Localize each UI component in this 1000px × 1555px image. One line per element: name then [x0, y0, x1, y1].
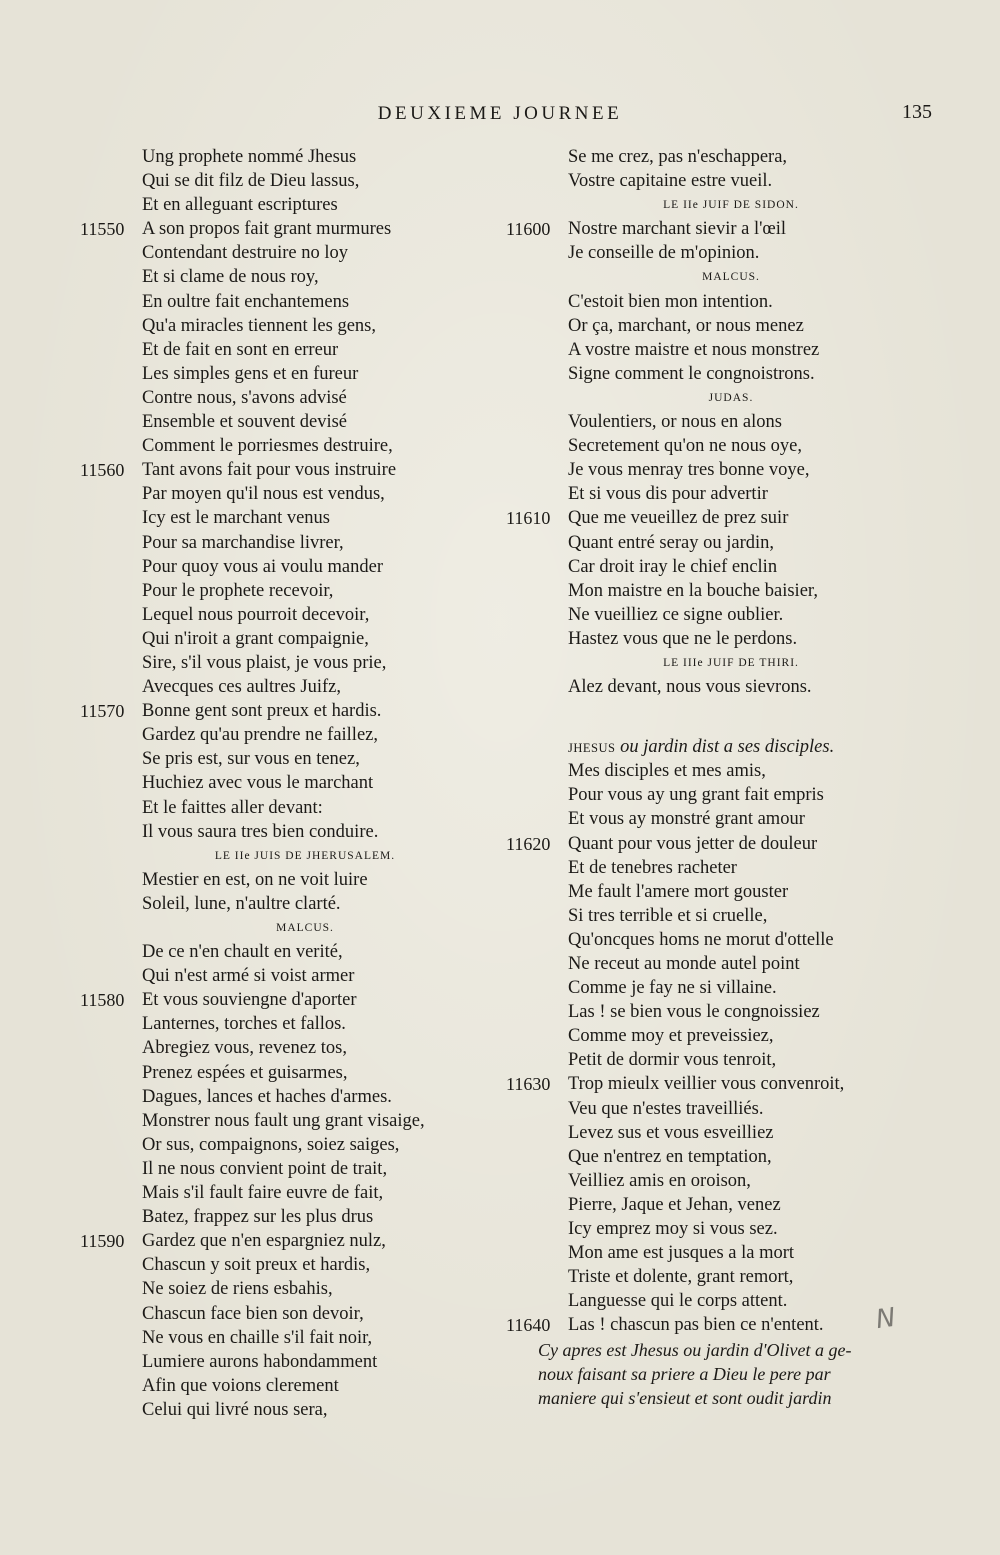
verse-text: Pour le prophete recevoir, — [142, 580, 334, 601]
verse-line — [506, 338, 916, 362]
speaker-heading: JUDAS. — [708, 391, 754, 404]
speaker-heading: LE IIe JUIF DE SIDON. — [663, 199, 799, 212]
verse-text: Qu'a miracles tiennent les gens, — [142, 315, 376, 336]
verse-line — [80, 675, 490, 699]
verse-line — [80, 531, 490, 555]
verse-text: Pour vous ay ung grant fait empris — [568, 785, 824, 806]
verse-line — [506, 1241, 916, 1265]
verse-text: Quant pour vous jetter de douleur — [568, 833, 818, 854]
stage-direction-italic: ou jardin dist a ses disciples. — [615, 737, 835, 758]
verse-line — [80, 1205, 490, 1229]
verse-text: Qui n'est armé si voist armer — [142, 966, 355, 987]
stage-direction — [506, 735, 916, 759]
verse-line — [506, 904, 916, 928]
verse-line — [506, 675, 916, 699]
verse-line — [506, 169, 916, 193]
verse-line — [80, 1398, 490, 1422]
verse-line — [506, 1072, 916, 1096]
verse-line — [506, 410, 916, 434]
verse-line — [506, 952, 916, 976]
verse-line — [506, 1048, 916, 1072]
verse-line — [506, 1097, 916, 1121]
verse-text: Qui se dit filz de Dieu lassus, — [142, 171, 360, 192]
verse-text: Mon maistre en la bouche baisier, — [568, 580, 818, 601]
verse-line — [506, 145, 916, 169]
verse-text: Avecques ces aultres Juifz, — [142, 677, 341, 698]
right-verse-column — [506, 145, 916, 1410]
verse-text: Nostre marchant sievir a l'œil — [568, 219, 787, 240]
verse-text: Il vous saura tres bien conduire. — [142, 821, 379, 842]
line-number: 11550 — [80, 219, 125, 240]
verse-line — [80, 362, 490, 386]
verse-text: Contre nous, s'avons advisé — [142, 387, 347, 408]
verse-text: Les simples gens et en fureur — [142, 363, 359, 384]
line-number: 11610 — [506, 508, 551, 529]
verse-text: Comme je fay ne si villaine. — [568, 978, 777, 999]
verse-line — [80, 1229, 490, 1253]
verse-text: Pierre, Jaque et Jehan, venez — [568, 1194, 781, 1215]
verse-line — [80, 627, 490, 651]
line-number: 11600 — [506, 219, 551, 240]
verse-line — [80, 458, 490, 482]
verse-line — [80, 1157, 490, 1181]
verse-line — [80, 1109, 490, 1133]
verse-text: Il ne nous convient point de trait, — [142, 1158, 388, 1179]
verse-line — [506, 579, 916, 603]
stage-direction-line — [506, 1362, 916, 1386]
verse-line — [506, 627, 916, 651]
verse-text: Chascun y soit preux et hardis, — [142, 1255, 371, 1276]
verse-text: Lequel nous pourroit decevoir, — [142, 604, 370, 625]
verse-text: Hastez vous que ne le perdons. — [568, 628, 798, 649]
verse-line — [506, 555, 916, 579]
verse-line — [506, 1121, 916, 1145]
verse-line — [80, 964, 490, 988]
verse-text: Petit de dormir vous tenroit, — [568, 1050, 777, 1071]
verse-line — [80, 193, 490, 217]
verse-text: Soleil, lune, n'aultre clarté. — [142, 893, 341, 914]
verse-text: En oultre fait enchantemens — [142, 291, 350, 312]
verse-line — [80, 1061, 490, 1085]
verse-text: Icy emprez moy si vous sez. — [568, 1219, 778, 1240]
verse-text: A son propos fait grant murmures — [142, 219, 392, 240]
verse-line — [506, 807, 916, 831]
verse-text: Quant entré seray ou jardin, — [568, 532, 774, 553]
verse-line — [506, 241, 916, 265]
verse-line — [80, 555, 490, 579]
verse-text: Mon ame est jusques a la mort — [568, 1243, 795, 1264]
verse-line — [80, 241, 490, 265]
section-gap — [506, 699, 916, 735]
verse-line — [80, 771, 490, 795]
stage-speaker: JHESUS — [568, 741, 616, 756]
verse-line — [506, 1313, 916, 1337]
verse-text: Et de tenebres racheter — [568, 857, 737, 878]
verse-line — [506, 1265, 916, 1289]
verse-text: Secretement qu'on ne nous oye, — [568, 436, 803, 457]
verse-text: Triste et dolente, grant remort, — [568, 1267, 794, 1288]
line-number: 11630 — [506, 1074, 551, 1095]
verse-line — [506, 1145, 916, 1169]
verse-line — [80, 699, 490, 723]
verse-line — [506, 531, 916, 555]
verse-text: Ung prophete nommé Jhesus — [142, 147, 357, 167]
verse-line — [506, 362, 916, 386]
verse-line — [506, 856, 916, 880]
verse-text: Gardez que n'en espargniez nulz, — [142, 1231, 386, 1252]
verse-line — [80, 1181, 490, 1205]
verse-text: Trop mieulx veillier vous convenroit, — [568, 1074, 845, 1095]
verse-text: Voulentiers, or nous en alons — [568, 412, 782, 433]
verse-line — [80, 314, 490, 338]
verse-line — [80, 506, 490, 530]
line-number: 11590 — [80, 1231, 125, 1252]
verse-line — [506, 290, 916, 314]
verse-text: Huchiez avec vous le marchant — [142, 773, 374, 794]
verse-text: Pour quoy vous ai voulu mander — [142, 556, 383, 577]
line-number: 11580 — [80, 990, 125, 1011]
verse-text: Icy est le marchant venus — [142, 508, 331, 529]
verse-text: Signe comment le congnoistrons. — [568, 363, 815, 384]
verse-text: Or sus, compaignons, soiez saiges, — [142, 1134, 400, 1155]
verse-line — [80, 1036, 490, 1060]
verse-text: Et vous ay monstré grant amour — [568, 809, 805, 830]
verse-text: Et le faittes aller devant: — [142, 797, 323, 818]
line-number: 11570 — [80, 701, 125, 722]
verse-line — [506, 217, 916, 241]
verse-text: Mais s'il fault faire euvre de fait, — [142, 1183, 384, 1204]
verse-line — [80, 482, 490, 506]
speaker-heading: MALCUS. — [702, 271, 760, 284]
verse-text: Si tres terrible et si cruelle, — [568, 905, 768, 926]
verse-line — [80, 723, 490, 747]
verse-line — [80, 1374, 490, 1398]
verse-text: Afin que voions clerement — [142, 1375, 339, 1396]
verse-text: Abregiez vous, revenez tos, — [142, 1038, 347, 1059]
verse-line — [506, 928, 916, 952]
verse-line — [80, 820, 490, 844]
verse-text: De ce n'en chault en verité, — [142, 942, 343, 963]
verse-line — [80, 747, 490, 771]
verse-line — [506, 434, 916, 458]
verse-text: Tant avons fait pour vous instruire — [142, 460, 397, 481]
verse-line — [506, 880, 916, 904]
verse-text: Je conseille de m'opinion. — [568, 243, 760, 264]
running-title: DEUXIEME JOURNEE — [377, 103, 623, 124]
verse-text: Las ! chascun pas bien ce n'entent. — [568, 1315, 824, 1336]
verse-line — [506, 482, 916, 506]
verse-text: A vostre maistre et nous monstrez — [568, 339, 820, 360]
line-number: 11640 — [506, 1315, 551, 1336]
verse-text: Las ! se bien vous le congnoissiez — [568, 1002, 820, 1023]
left-verse-column — [80, 145, 490, 1422]
verse-line — [506, 603, 916, 627]
verse-text: Levez sus et vous esveilliez — [568, 1122, 774, 1143]
line-number: 11620 — [506, 833, 551, 854]
stage-direction-text: noux faisant sa priere a Dieu le pere par — [538, 1363, 831, 1384]
verse-text: Ne receut au monde autel point — [568, 954, 800, 974]
stage-direction-line — [506, 1338, 916, 1362]
verse-text: Qui n'iroit a grant compaignie, — [142, 628, 369, 649]
verse-text: Ne vueilliez ce signe oublier. — [568, 604, 784, 625]
verse-line — [80, 265, 490, 289]
verse-text: Qu'oncques homs ne morut d'ottelle — [568, 929, 834, 950]
verse-line — [506, 1000, 916, 1024]
verse-line — [80, 1133, 490, 1157]
verse-text: Sire, s'il vous plaist, je vous prie, — [142, 652, 387, 673]
verse-text: Contendant destruire no loy — [142, 243, 349, 264]
verse-text: Prenez espées et guisarmes, — [142, 1062, 348, 1083]
verse-line — [80, 290, 490, 314]
verse-text: Comment le porriesmes destruire, — [142, 436, 393, 457]
verse-text: Et si vous dis pour advertir — [568, 484, 768, 505]
verse-line — [80, 988, 490, 1012]
verse-text: Ensemble et souvent devisé — [142, 412, 347, 433]
stage-direction-text: maniere qui s'ensieut et sont oudit jardin — [538, 1387, 832, 1408]
stage-direction-text — [568, 735, 834, 760]
verse-line — [506, 783, 916, 807]
verse-line — [506, 1024, 916, 1048]
verse-line — [80, 868, 490, 892]
verse-text: Dagues, lances et haches d'armes. — [142, 1086, 392, 1107]
verse-text: Que n'entrez en temptation, — [568, 1146, 772, 1167]
verse-text: Lumiere aurons habondamment — [142, 1351, 378, 1372]
verse-text: Languesse qui le corps attent. — [568, 1291, 788, 1312]
verse-text: Je vous menray tres bonne voye, — [568, 460, 810, 481]
verse-line — [506, 1169, 916, 1193]
verse-text: Bonne gent sont preux et hardis. — [142, 701, 382, 722]
verse-text: Que me veueillez de prez suir — [568, 508, 789, 529]
verse-text: Alez devant, nous vous sievrons. — [568, 677, 812, 698]
verse-line — [80, 603, 490, 627]
page-number: 135 — [902, 101, 932, 123]
verse-line — [506, 1193, 916, 1217]
verse-line — [80, 1326, 490, 1350]
verse-text: Et de fait en sont en erreur — [142, 339, 339, 360]
verse-line — [506, 832, 916, 856]
verse-text: Mestier en est, on ne voit luire — [142, 869, 368, 890]
verse-text: Veilliez amis en oroison, — [568, 1170, 751, 1191]
verse-text: Et en alleguant escriptures — [142, 195, 338, 216]
verse-text: Comme moy et preveissiez, — [568, 1026, 774, 1047]
verse-line — [506, 458, 916, 482]
verse-text: Or ça, marchant, or nous menez — [568, 315, 804, 336]
verse-text: Ne soiez de riens esbahis, — [142, 1279, 333, 1300]
speaker-heading: MALCUS. — [276, 922, 334, 934]
verse-text: Batez, frappez sur les plus drus — [142, 1207, 374, 1228]
verse-line — [80, 410, 490, 434]
verse-line — [80, 169, 490, 193]
verse-text: Mes disciples et mes amis, — [568, 761, 766, 782]
verse-line — [80, 892, 490, 916]
verse-text: C'estoit bien mon intention. — [568, 291, 773, 312]
verse-text: Vostre capitaine estre vueil. — [568, 171, 773, 192]
verse-text: Par moyen qu'il nous est vendus, — [142, 484, 385, 505]
verse-line — [506, 1289, 916, 1313]
verse-text: Et vous souviengne d'aporter — [142, 990, 357, 1011]
verse-text: Ne vous en chaille s'il fait noir, — [142, 1327, 373, 1348]
verse-line — [80, 1302, 490, 1326]
speaker-heading: LE IIIe JUIF DE THIRI. — [663, 656, 799, 669]
verse-text: Me fault l'amere mort gouster — [568, 881, 789, 902]
verse-line — [80, 940, 490, 964]
verse-line — [506, 759, 916, 783]
verse-line — [80, 1085, 490, 1109]
verse-line — [80, 217, 490, 241]
stage-direction-text: Cy apres est Jhesus ou jardin d'Olivet a ge- — [538, 1339, 852, 1360]
verse-text: Monstrer nous fault ung grant visaige, — [142, 1110, 425, 1131]
verse-text: Se me crez, pas n'eschappera, — [568, 147, 788, 167]
verse-text: Car droit iray le chief enclin — [568, 556, 778, 577]
verse-text: Veu que n'estes traveilliés. — [568, 1098, 764, 1119]
verse-line — [80, 386, 490, 410]
verse-text: Et si clame de nous roy, — [142, 267, 319, 288]
verse-text: Se pris est, sur vous en tenez, — [142, 749, 360, 770]
verse-line — [80, 651, 490, 675]
verse-text: Pour sa marchandise livrer, — [142, 532, 344, 553]
speaker-heading: LE IIe JUIS DE JHERUSALEM. — [214, 849, 396, 862]
verse-line — [506, 976, 916, 1000]
verse-line — [506, 506, 916, 530]
verse-line — [80, 145, 490, 169]
line-number: 11560 — [80, 460, 125, 481]
verse-line — [80, 1277, 490, 1301]
verse-line — [80, 1012, 490, 1036]
stage-direction-line — [506, 1386, 916, 1410]
verse-text: Chascun face bien son devoir, — [142, 1303, 364, 1324]
verse-line — [80, 338, 490, 362]
verse-line — [506, 314, 916, 338]
verse-text: Celui qui livré nous sera, — [142, 1399, 328, 1420]
verse-text: Gardez qu'au prendre ne faillez, — [142, 725, 378, 746]
verse-line — [80, 579, 490, 603]
verse-text: Lanternes, torches et fallos. — [142, 1014, 346, 1035]
verse-line — [506, 1217, 916, 1241]
verse-line — [80, 1253, 490, 1277]
verse-line — [80, 1350, 490, 1374]
verse-line — [80, 796, 490, 820]
verse-line — [80, 434, 490, 458]
pencil-marginal-mark: N — [874, 1302, 898, 1336]
